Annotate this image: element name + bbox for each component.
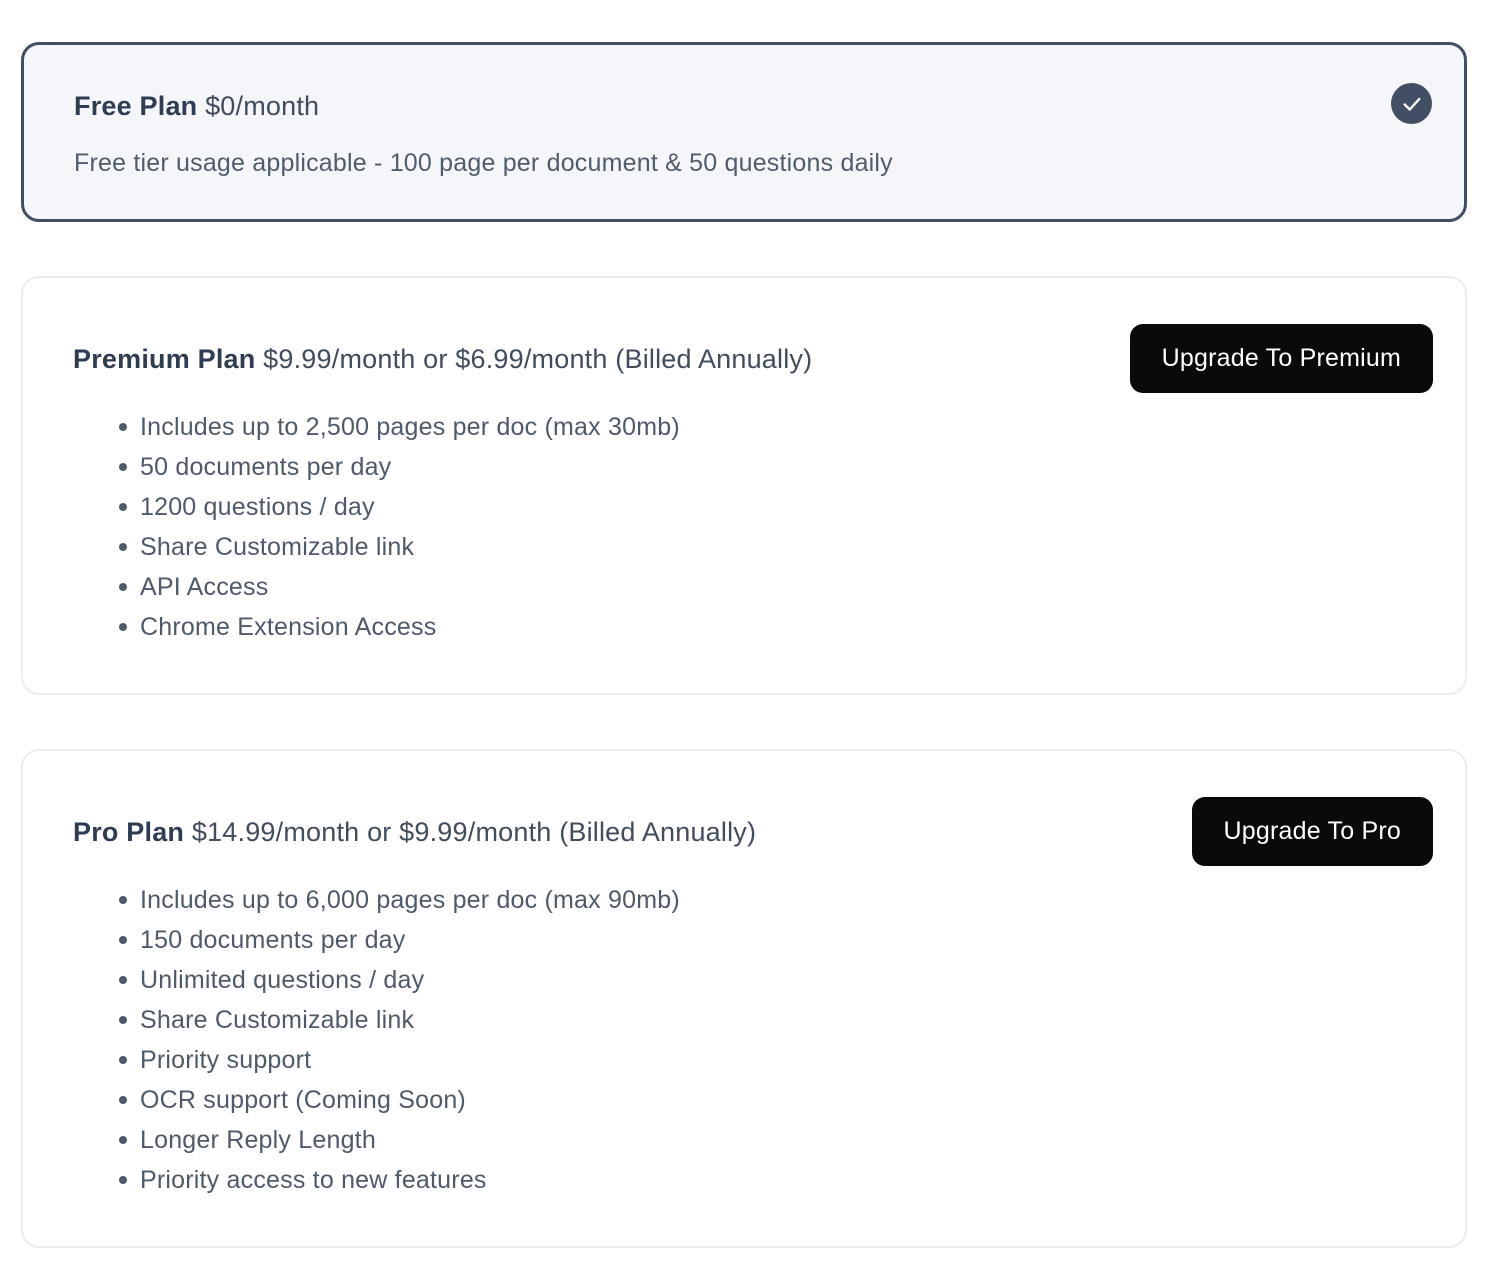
premium-plan-heading [73,343,812,375]
feature-item: Unlimited questions / day [73,960,1433,1000]
feature-item: Priority access to new features [73,1160,1433,1200]
feature-item: Share Customizable link [73,1000,1433,1040]
feature-item: 50 documents per day [73,447,1433,487]
feature-item: Share Customizable link [73,527,1433,567]
free-plan-heading [74,90,1414,122]
feature-item: Chrome Extension Access [73,607,1433,647]
feature-item: OCR support (Coming Soon) [73,1080,1433,1120]
pro-plan-heading [73,816,756,848]
premium-feature-list [73,407,1433,647]
feature-item: 150 documents per day [73,920,1433,960]
pro-plan-name: Pro Plan [73,816,185,847]
feature-item: API Access [73,567,1433,607]
free-plan-description: Free tier usage applicable - 100 page per document & 50 questions daily [74,149,893,177]
free-plan-price: $0/month [205,91,320,121]
pro-plan-price: $14.99/month or $9.99/month (Billed Annually) [191,816,757,847]
selected-plan-check-icon [1391,83,1432,124]
feature-item: Longer Reply Length [73,1120,1433,1160]
free-plan-card[interactable] [21,42,1467,222]
feature-item: Priority support [73,1040,1433,1080]
feature-item: 1200 questions / day [73,487,1433,527]
pro-plan-header [73,797,1433,866]
premium-plan-header [73,324,1433,393]
premium-plan-name: Premium Plan [73,343,256,374]
upgrade-to-pro-button[interactable]: Upgrade To Pro [1192,797,1433,866]
pro-plan-card [21,749,1467,1248]
premium-plan-card [21,276,1467,695]
feature-item: Includes up to 2,500 pages per doc (max 30mb) [73,407,1433,447]
free-plan-name: Free Plan [74,91,198,121]
pro-feature-list [73,880,1433,1200]
premium-plan-price: $9.99/month or $6.99/month (Billed Annually) [263,343,813,374]
feature-item: Includes up to 6,000 pages per doc (max 90mb) [73,880,1433,920]
upgrade-to-premium-button[interactable]: Upgrade To Premium [1130,324,1433,393]
